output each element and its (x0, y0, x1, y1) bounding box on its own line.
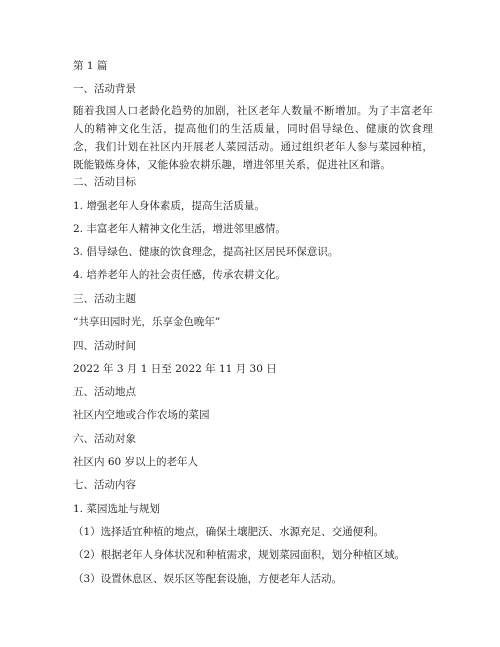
goal-item-1: 1. 增强老年人身体素质，提高生活质量。 (73, 200, 265, 212)
audience-text: 社区内 60 岁以上的老年人 (73, 456, 199, 468)
time-text: 2022 年 3 月 1 日至 2022 年 11 月 30 日 (73, 363, 277, 375)
theme-text: “共享田园时光，乐享金色晚年” (73, 316, 221, 328)
section-heading-theme: 三、活动主题 (73, 293, 136, 305)
location-text: 社区内空地或合作农场的菜园 (73, 409, 210, 421)
section-heading-audience: 六、活动对象 (73, 433, 136, 445)
content-subheading: 1. 菜园选址与规划 (73, 503, 160, 515)
goal-item-3: 3. 倡导绿色、健康的饮食理念，提高社区居民环保意识。 (73, 246, 339, 258)
document-title: 第 1 篇 (73, 60, 108, 72)
content-item-1: （1）选择适宜种植的地点，确保土壤肥沃、水源充足、交通便利。 (73, 526, 385, 538)
section-heading-content: 七、活动内容 (73, 479, 136, 491)
section-heading-goals: 二、活动目标 (73, 176, 136, 188)
content-item-3: （3）设置休息区、娱乐区等配套设施，方便老年人活动。 (73, 573, 343, 585)
goal-item-2: 2. 丰富老年人精神文化生活，增进邻里感情。 (73, 223, 286, 235)
background-paragraph: 随着我国人口老龄化趋势的加剧，社区老年人数量不断增加。为了丰富老年人的精神文化生活，提高他们的生活质量，同时倡导绿色、健康的饮食理念，我们计划在社区内开展老人菜园活动。通过组织老年人参与菜园种植，既能锻炼身体，又能体验农耕乐趣，增进邻里关系，促进社区和谐。 (73, 105, 433, 171)
goal-item-4: 4. 培养老年人的社会责任感，传承农耕文化。 (73, 269, 286, 281)
content-item-2: （2）根据老年人身体状况和种植需求，规划菜园面积，划分种植区域。 (73, 549, 406, 561)
section-heading-time: 四、活动时间 (73, 340, 136, 352)
section-heading-location: 五、活动地点 (73, 386, 136, 398)
section-heading-background: 一、活动背景 (73, 83, 136, 95)
